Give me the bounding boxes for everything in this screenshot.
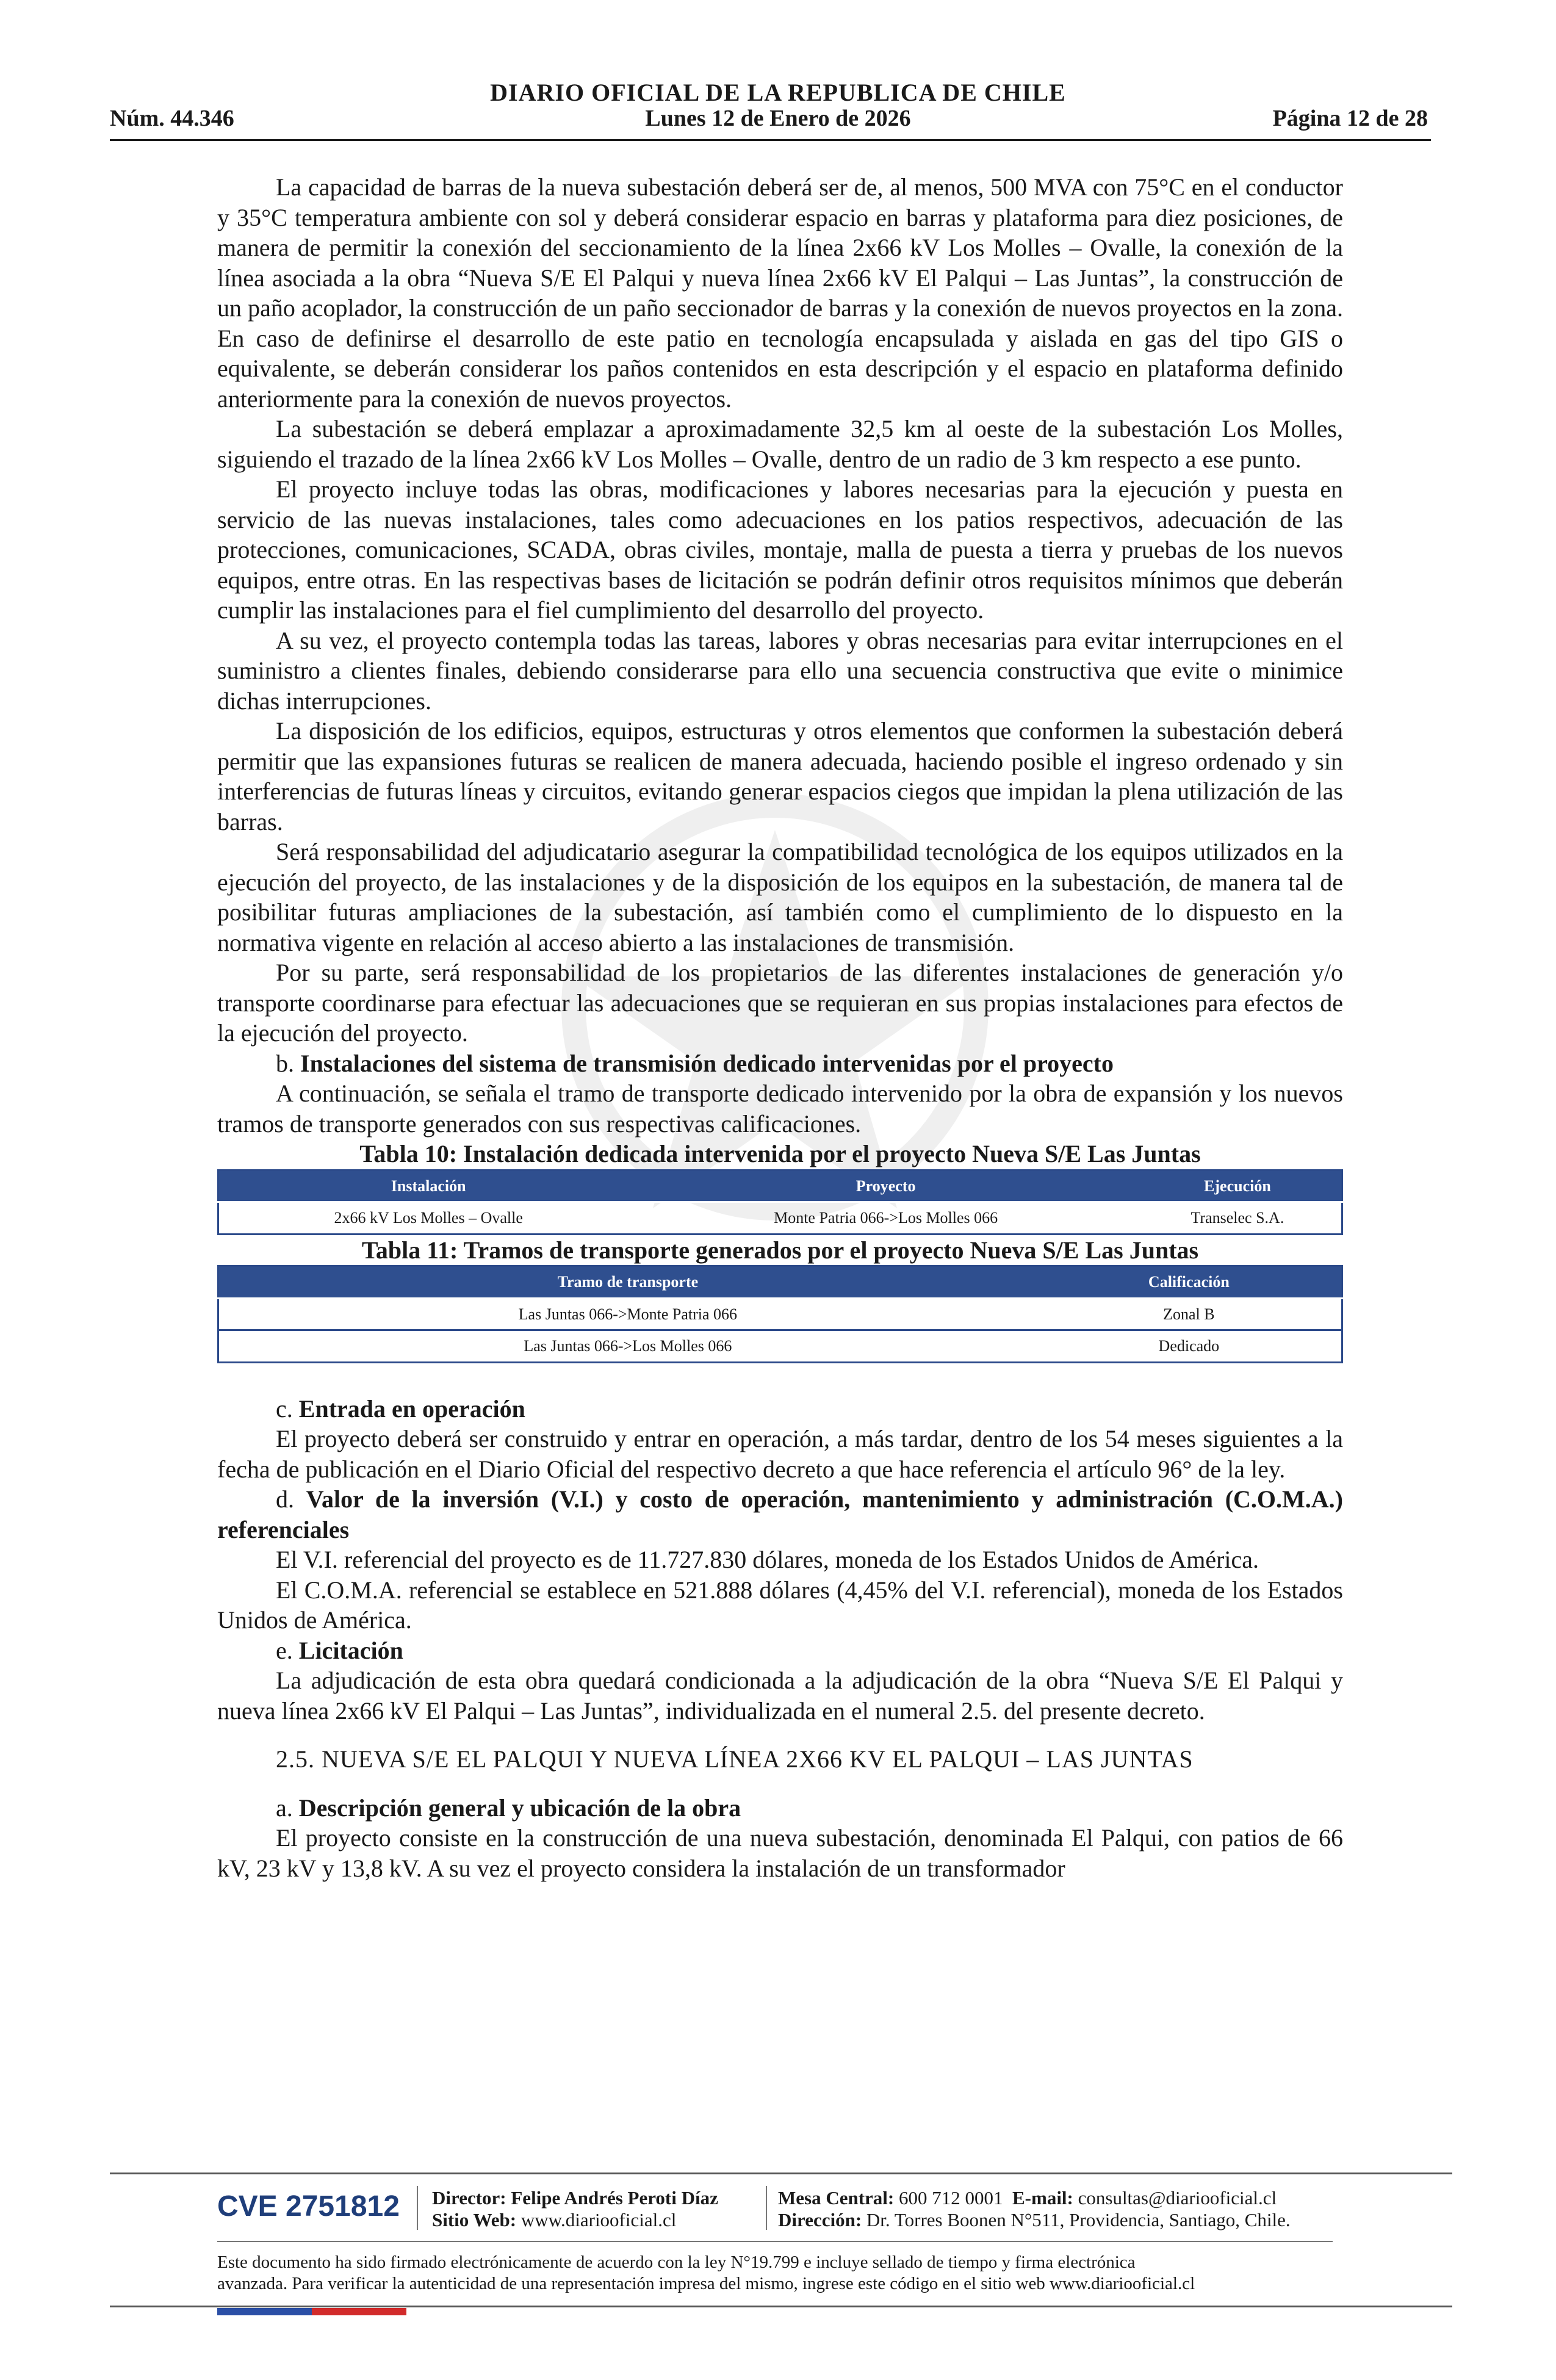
issue-number: Núm. 44.346	[110, 106, 234, 131]
legal-line: avanzada. Para verificar la autenticidad de una representación impresa del mismo, ingrese este código en el sitio web www.diariooficial.cl	[217, 2274, 1195, 2293]
table-cell: Zonal B	[1037, 1298, 1342, 1330]
table-cell: 2x66 kV Los Molles – Ovalle	[218, 1202, 638, 1235]
paragraph: La disposición de los edificios, equipos, estructuras y otros elementos que conformen la subestación deberá permitir que las expansiones futuras se realicen de manera adecuada, haciendo posible el ingreso ordenado y sin interferencias de futuras líneas y circuitos, evitando generar espacios ciegos que impidan la plena utilización de las barras.	[217, 717, 1343, 835]
newspaper-title: DIARIO OFICIAL DE LA REPUBLICA DE CHILE	[490, 79, 1066, 106]
table11	[217, 1265, 1343, 1363]
mesa-label: Mesa Central:	[778, 2187, 895, 2209]
subsection-d-heading	[217, 1484, 1343, 1545]
subsection-c-heading	[217, 1394, 1343, 1424]
subsection-e-heading	[217, 1635, 1343, 1666]
column-header: Proyecto	[638, 1170, 1133, 1202]
paragraph: La capacidad de barras de la nueva subestación deberá ser de, al menos, 500 MVA con 75°C en el conductor y 35°C temperatura ambiente con sol y deberá considerar espacio en barras y plataforma para diez posiciones, de manera de permitir la conexión del seccionamiento de la línea 2x66 kV Los Molles – Ovalle, la conexión de la línea asociada a la obra “Nueva S/E El Palqui y nueva línea 2x66 kV El Palqui – Las Juntas”, la construcción de un paño acoplador, la construcción de un paño seccionador de barras y la conexión de nuevos proyectos en la zona. En caso de definirse el desarrollo de este patio en tecnología encapsulada y aislada en gas del tipo GIS o equivalente, se deberán considerar los paños contenidos en esta descripción y el espacio en plataforma definido anteriormente para la conexión de nuevos proyectos.	[217, 173, 1343, 413]
footer-divider	[110, 2306, 1452, 2307]
table-row	[218, 1330, 1342, 1363]
table10	[217, 1169, 1343, 1235]
table-row	[218, 1298, 1342, 1330]
issue-date: Lunes 12 de Enero de 2026	[645, 106, 911, 131]
column-header: Tramo de transporte	[218, 1266, 1037, 1299]
header-divider	[110, 139, 1431, 141]
subsection-letter: e.	[276, 1636, 293, 1664]
article-body	[217, 172, 1343, 1883]
footer-separator	[417, 2186, 418, 2230]
email-label: E-mail:	[1012, 2187, 1073, 2209]
legal-notice	[217, 2252, 1346, 2295]
paragraph: La subestación se deberá emplazar a aproximadamente 32,5 km al oeste de la subestación Los Molles, siguiendo el trazado de la línea 2x66 kV Los Molles – Ovalle, dentro de un radio de 3 km respecto a ese punto.	[217, 415, 1343, 473]
subsection-b-heading	[217, 1048, 1343, 1079]
subsection-title: Descripción general y ubicación de la obra	[298, 1794, 741, 1822]
paragraph: El proyecto consiste en la construcción de una nueva subestación, denominada El Palqui, con patios de 66 kV, 23 kV y 13,8 kV. A su vez el proyecto considera la instalación de un transformador	[217, 1824, 1343, 1882]
mesa-phone: 600 712 0001	[899, 2187, 1003, 2209]
paragraph: A continuación, se señala el tramo de transporte dedicado intervenido por la obra de expansión y los nuevos tramos de transporte generados con sus respectivas calificaciones.	[217, 1080, 1343, 1138]
subsection-letter: a.	[276, 1794, 293, 1822]
subsection-a-heading	[217, 1793, 1343, 1823]
section-heading: 2.5. NUEVA S/E EL PALQUI Y NUEVA LÍNEA 2X66 KV EL PALQUI – LAS JUNTAS	[276, 1745, 1194, 1773]
paragraph: Por su parte, será responsabilidad de los propietarios de las diferentes instalaciones de generación y/o transporte coordinarse para efectuar las adecuaciones que se requieran en sus propias instalaciones para efectos de la ejecución del proyecto.	[217, 959, 1343, 1047]
email-link[interactable]: consultas@diariooficial.cl	[1078, 2187, 1277, 2209]
address-label: Dirección:	[778, 2209, 862, 2230]
column-header: Ejecución	[1134, 1170, 1342, 1202]
legal-line: Este documento ha sido firmado electrónicamente de acuerdo con la ley N°19.799 e incluye sellado de tiempo y firma electrónica	[217, 2252, 1136, 2272]
table-cell: Las Juntas 066->Los Molles 066	[218, 1330, 1037, 1363]
column-header: Calificación	[1037, 1266, 1342, 1299]
subsection-letter: d.	[276, 1485, 294, 1513]
table-cell: Transelec S.A.	[1134, 1202, 1342, 1235]
subsection-title: Licitación	[298, 1636, 403, 1664]
director-label: Director:	[432, 2187, 506, 2209]
table-cell: Dedicado	[1037, 1330, 1342, 1363]
table10-caption: Tabla 10: Instalación dedicada intervenida por el proyecto Nueva S/E Las Juntas	[359, 1140, 1201, 1167]
subsection-letter: b.	[276, 1049, 294, 1077]
paragraph: El V.I. referencial del proyecto es de 11.727.830 dólares, moneda de los Estados Unidos de América.	[276, 1546, 1259, 1573]
table11-caption: Tabla 11: Tramos de transporte generados por el proyecto Nueva S/E Las Juntas	[361, 1236, 1199, 1264]
table-header-row	[218, 1266, 1342, 1299]
website-label: Sitio Web:	[432, 2209, 517, 2230]
website-link[interactable]: www.diariooficial.cl	[520, 2209, 677, 2230]
subsection-letter: c.	[276, 1394, 293, 1423]
cve-code: CVE 2751812	[217, 2190, 400, 2223]
paragraph: El C.O.M.A. referencial se establece en 521.888 dólares (4,45% del V.I. referencial), moneda de los Estados Unidos de América.	[217, 1576, 1343, 1634]
paragraph: Será responsabilidad del adjudicatario asegurar la compatibilidad tecnológica de los equipos utilizados en la ejecución del proyecto, de las instalaciones y de la disposición de los equipos en la subestación, de manera tal de posibilitar futuras ampliaciones de la subestación, así también como el cumplimiento de lo dispuesto en la normativa vigente en relación al acceso abierto a las instalaciones de transmisión.	[217, 838, 1343, 956]
subsection-title: Instalaciones del sistema de transmisión dedicado intervenidas por el proyecto	[300, 1049, 1114, 1077]
director-name: Felipe Andrés Peroti Díaz	[511, 2187, 718, 2209]
table-cell: Las Juntas 066->Monte Patria 066	[218, 1298, 1037, 1330]
table-header-row	[218, 1170, 1342, 1202]
table-row	[218, 1202, 1342, 1235]
table-cell: Monte Patria 066->Los Molles 066	[638, 1202, 1133, 1235]
paragraph: La adjudicación de esta obra quedará condicionada a la adjudicación de la obra “Nueva S/E El Palqui y nueva línea 2x66 kV El Palqui – Las Juntas”, individualizada en el numeral 2.5. del presente decreto.	[217, 1667, 1343, 1725]
footer-contact-block	[778, 2187, 1291, 2231]
footer-divider	[110, 2173, 1452, 2174]
paragraph: El proyecto deberá ser construido y entrar en operación, a más tardar, dentro de los 54 meses siguientes a la fecha de publicación en el Diario Oficial del respectivo decreto a que hace referencia el artículo 96° de la ley.	[217, 1425, 1343, 1483]
footer-director-block	[432, 2187, 718, 2231]
paragraph: El proyecto incluye todas las obras, modificaciones y labores necesarias para la ejecución y puesta en servicio de las nuevas instalaciones, tales como adecuaciones en los patios respectivos, adecuación de las protecciones, comunicaciones, SCADA, obras civiles, montaje, malla de puesta a tierra y pruebas de los nuevos equipos, entre otras. En las respectivas bases de licitación se podrán definir otros requisitos mínimos que deberán cumplir las instalaciones para el fiel cumplimiento del desarrollo del proyecto.	[217, 475, 1343, 624]
column-header: Instalación	[218, 1170, 638, 1202]
subsection-title: Valor de la inversión (V.I.) y costo de operación, mantenimiento y administración (C.O.M.A.) referenciales	[217, 1485, 1343, 1543]
flag-stripe-blue	[217, 2308, 312, 2315]
subsection-title: Entrada en operación	[298, 1394, 525, 1423]
address-text: Dr. Torres Boonen N°511, Providencia, Santiago, Chile.	[866, 2209, 1291, 2230]
flag-stripe-red	[312, 2308, 406, 2315]
footer-divider	[217, 2241, 1333, 2242]
page-indicator: Página 12 de 28	[1272, 106, 1428, 131]
paragraph: A su vez, el proyecto contempla todas las tareas, labores y obras necesarias para evitar interrupciones en el suministro a clientes finales, debiendo considerarse para ello una secuencia constructiva que evite o minimice dichas interrupciones.	[217, 626, 1343, 715]
footer-separator	[766, 2186, 767, 2230]
